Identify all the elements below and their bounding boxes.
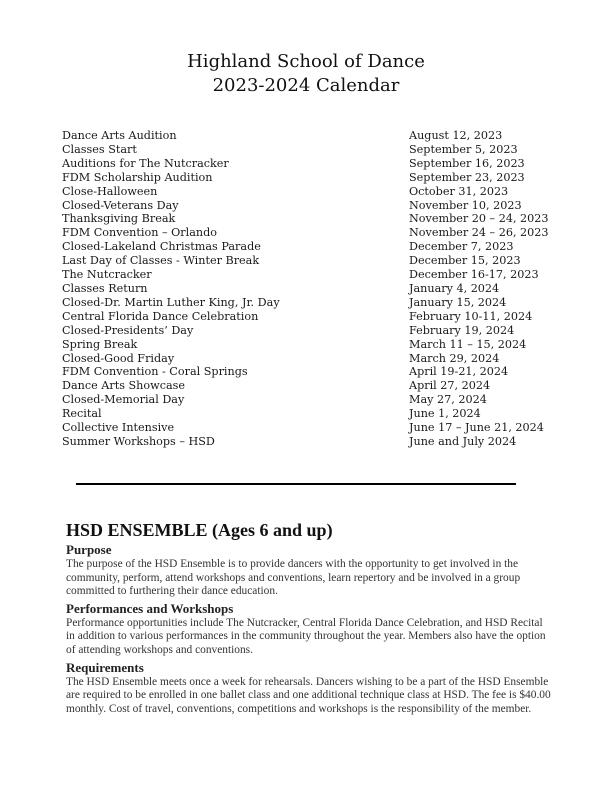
calendar-row bbox=[62, 212, 552, 226]
calendar-date: August 12, 2023 bbox=[409, 129, 503, 142]
calendar-row bbox=[62, 352, 552, 366]
calendar-event: Central Florida Dance Celebration bbox=[62, 309, 259, 323]
calendar-event: Closed-Memorial Day bbox=[62, 393, 185, 407]
purpose-text: The purpose of the HSD Ensemble is to provide dancers with the opportunity to get involved in the community, perform, attend workshops and conventions, learn repertory and be involved in a group committed to furthering their dance education. bbox=[66, 558, 521, 598]
calendar-date: October 31, 2023 bbox=[409, 184, 509, 198]
calendar-date: April 27, 2024 bbox=[409, 379, 491, 393]
section-divider bbox=[76, 483, 516, 485]
calendar-date: September 5, 2023 bbox=[409, 142, 518, 156]
calendar-event: Closed-Presidents’ Day bbox=[62, 323, 194, 337]
calendar-row bbox=[62, 310, 552, 324]
calendar-row bbox=[62, 185, 552, 199]
calendar-row bbox=[62, 324, 552, 338]
calendar-row bbox=[62, 268, 552, 282]
calendar-date: December 15, 2023 bbox=[409, 254, 521, 268]
calendar-event: FDM Scholarship Audition bbox=[62, 170, 213, 184]
calendar-list bbox=[62, 129, 552, 449]
calendar-date: September 16, 2023 bbox=[409, 156, 525, 170]
calendar-event: Close-Halloween bbox=[62, 184, 158, 198]
calendar-date: December 7, 2023 bbox=[409, 240, 514, 254]
calendar-row bbox=[62, 199, 552, 213]
calendar-title: 2023-2024 Calendar bbox=[212, 75, 400, 96]
calendar-date: September 23, 2023 bbox=[409, 170, 525, 184]
calendar-event: Dance Arts Audition bbox=[62, 129, 177, 142]
calendar-row bbox=[62, 365, 552, 379]
calendar-event: FDM Convention - Coral Springs bbox=[62, 365, 248, 379]
calendar-event: Recital bbox=[62, 407, 102, 421]
calendar-event: Collective Intensive bbox=[62, 421, 175, 435]
purpose-heading: Purpose bbox=[66, 542, 112, 557]
calendar-row bbox=[62, 282, 552, 296]
calendar-event: Closed-Dr. Martin Luther King, Jr. Day bbox=[62, 295, 280, 309]
calendar-event: Spring Break bbox=[62, 337, 138, 351]
school-name: Highland School of Dance bbox=[187, 51, 425, 72]
performances-heading: Performances and Workshops bbox=[66, 600, 234, 616]
calendar-row bbox=[62, 171, 552, 185]
calendar-date: February 19, 2024 bbox=[409, 323, 515, 337]
calendar-event: Auditions for The Nutcracker bbox=[62, 156, 229, 170]
calendar-date: December 16-17, 2023 bbox=[409, 268, 539, 282]
calendar-row bbox=[62, 143, 552, 157]
calendar-date: June and July 2024 bbox=[409, 434, 517, 448]
calendar-row bbox=[62, 435, 552, 449]
calendar-date: June 17 – June 21, 2024 bbox=[409, 421, 544, 435]
calendar-date: June 1, 2024 bbox=[409, 407, 481, 421]
calendar-row bbox=[62, 240, 552, 254]
calendar-row bbox=[62, 407, 552, 421]
calendar-date: November 20 – 24, 2023 bbox=[409, 212, 549, 226]
requirements-heading: Requirements bbox=[66, 659, 144, 675]
calendar-event: Closed-Good Friday bbox=[62, 351, 175, 365]
calendar-date: January 4, 2024 bbox=[409, 281, 500, 295]
performances-text: Performance opportunities include The Nutcracker, Central Florida Dance Celebration, and HSD Recital in addition to various performances in the community throughout the year. Members also have the option of attending workshops and conventions. bbox=[66, 616, 546, 656]
calendar-event: Thanksgiving Break bbox=[62, 212, 176, 226]
calendar-row bbox=[62, 129, 552, 143]
calendar-row bbox=[62, 254, 552, 268]
calendar-event: Closed-Lakeland Christmas Parade bbox=[62, 240, 261, 254]
calendar-date: March 11 – 15, 2024 bbox=[409, 337, 527, 351]
calendar-event: The Nutcracker bbox=[62, 268, 152, 282]
calendar-row bbox=[62, 338, 552, 352]
calendar-row bbox=[62, 226, 552, 240]
document-header bbox=[0, 50, 612, 98]
calendar-row bbox=[62, 421, 552, 435]
calendar-date: February 10-11, 2024 bbox=[409, 309, 533, 323]
calendar-event: Dance Arts Showcase bbox=[62, 379, 185, 393]
calendar-event: Classes Return bbox=[62, 281, 148, 295]
calendar-event: Summer Workshops – HSD bbox=[62, 434, 215, 448]
calendar-event: Last Day of Classes - Winter Break bbox=[62, 254, 260, 268]
calendar-event: Closed-Veterans Day bbox=[62, 198, 179, 212]
calendar-row bbox=[62, 157, 552, 171]
calendar-event: FDM Convention – Orlando bbox=[62, 226, 217, 240]
calendar-date: January 15, 2024 bbox=[409, 295, 507, 309]
calendar-event: Classes Start bbox=[62, 142, 137, 156]
calendar-row bbox=[62, 379, 552, 393]
calendar-row bbox=[62, 296, 552, 310]
calendar-date: May 27, 2024 bbox=[409, 393, 487, 407]
calendar-row bbox=[62, 393, 552, 407]
calendar-date: November 10, 2023 bbox=[409, 198, 522, 212]
ensemble-title: HSD ENSEMBLE (Ages 6 and up) bbox=[66, 520, 333, 540]
requirements-text: The HSD Ensemble meets once a week for rehearsals. Dancers wishing to be a part of the HSD Ensemble are required to be enrolled in one ballet class and one additional technique class at HSD. The fee is $40.00 monthly. Cost of travel, conventions, competitions and workshops is the responsibility of the member. bbox=[66, 675, 551, 715]
calendar-date: November 24 – 26, 2023 bbox=[409, 226, 549, 240]
calendar-date: March 29, 2024 bbox=[409, 351, 500, 365]
ensemble-section bbox=[66, 519, 552, 718]
calendar-date: April 19-21, 2024 bbox=[409, 365, 509, 379]
